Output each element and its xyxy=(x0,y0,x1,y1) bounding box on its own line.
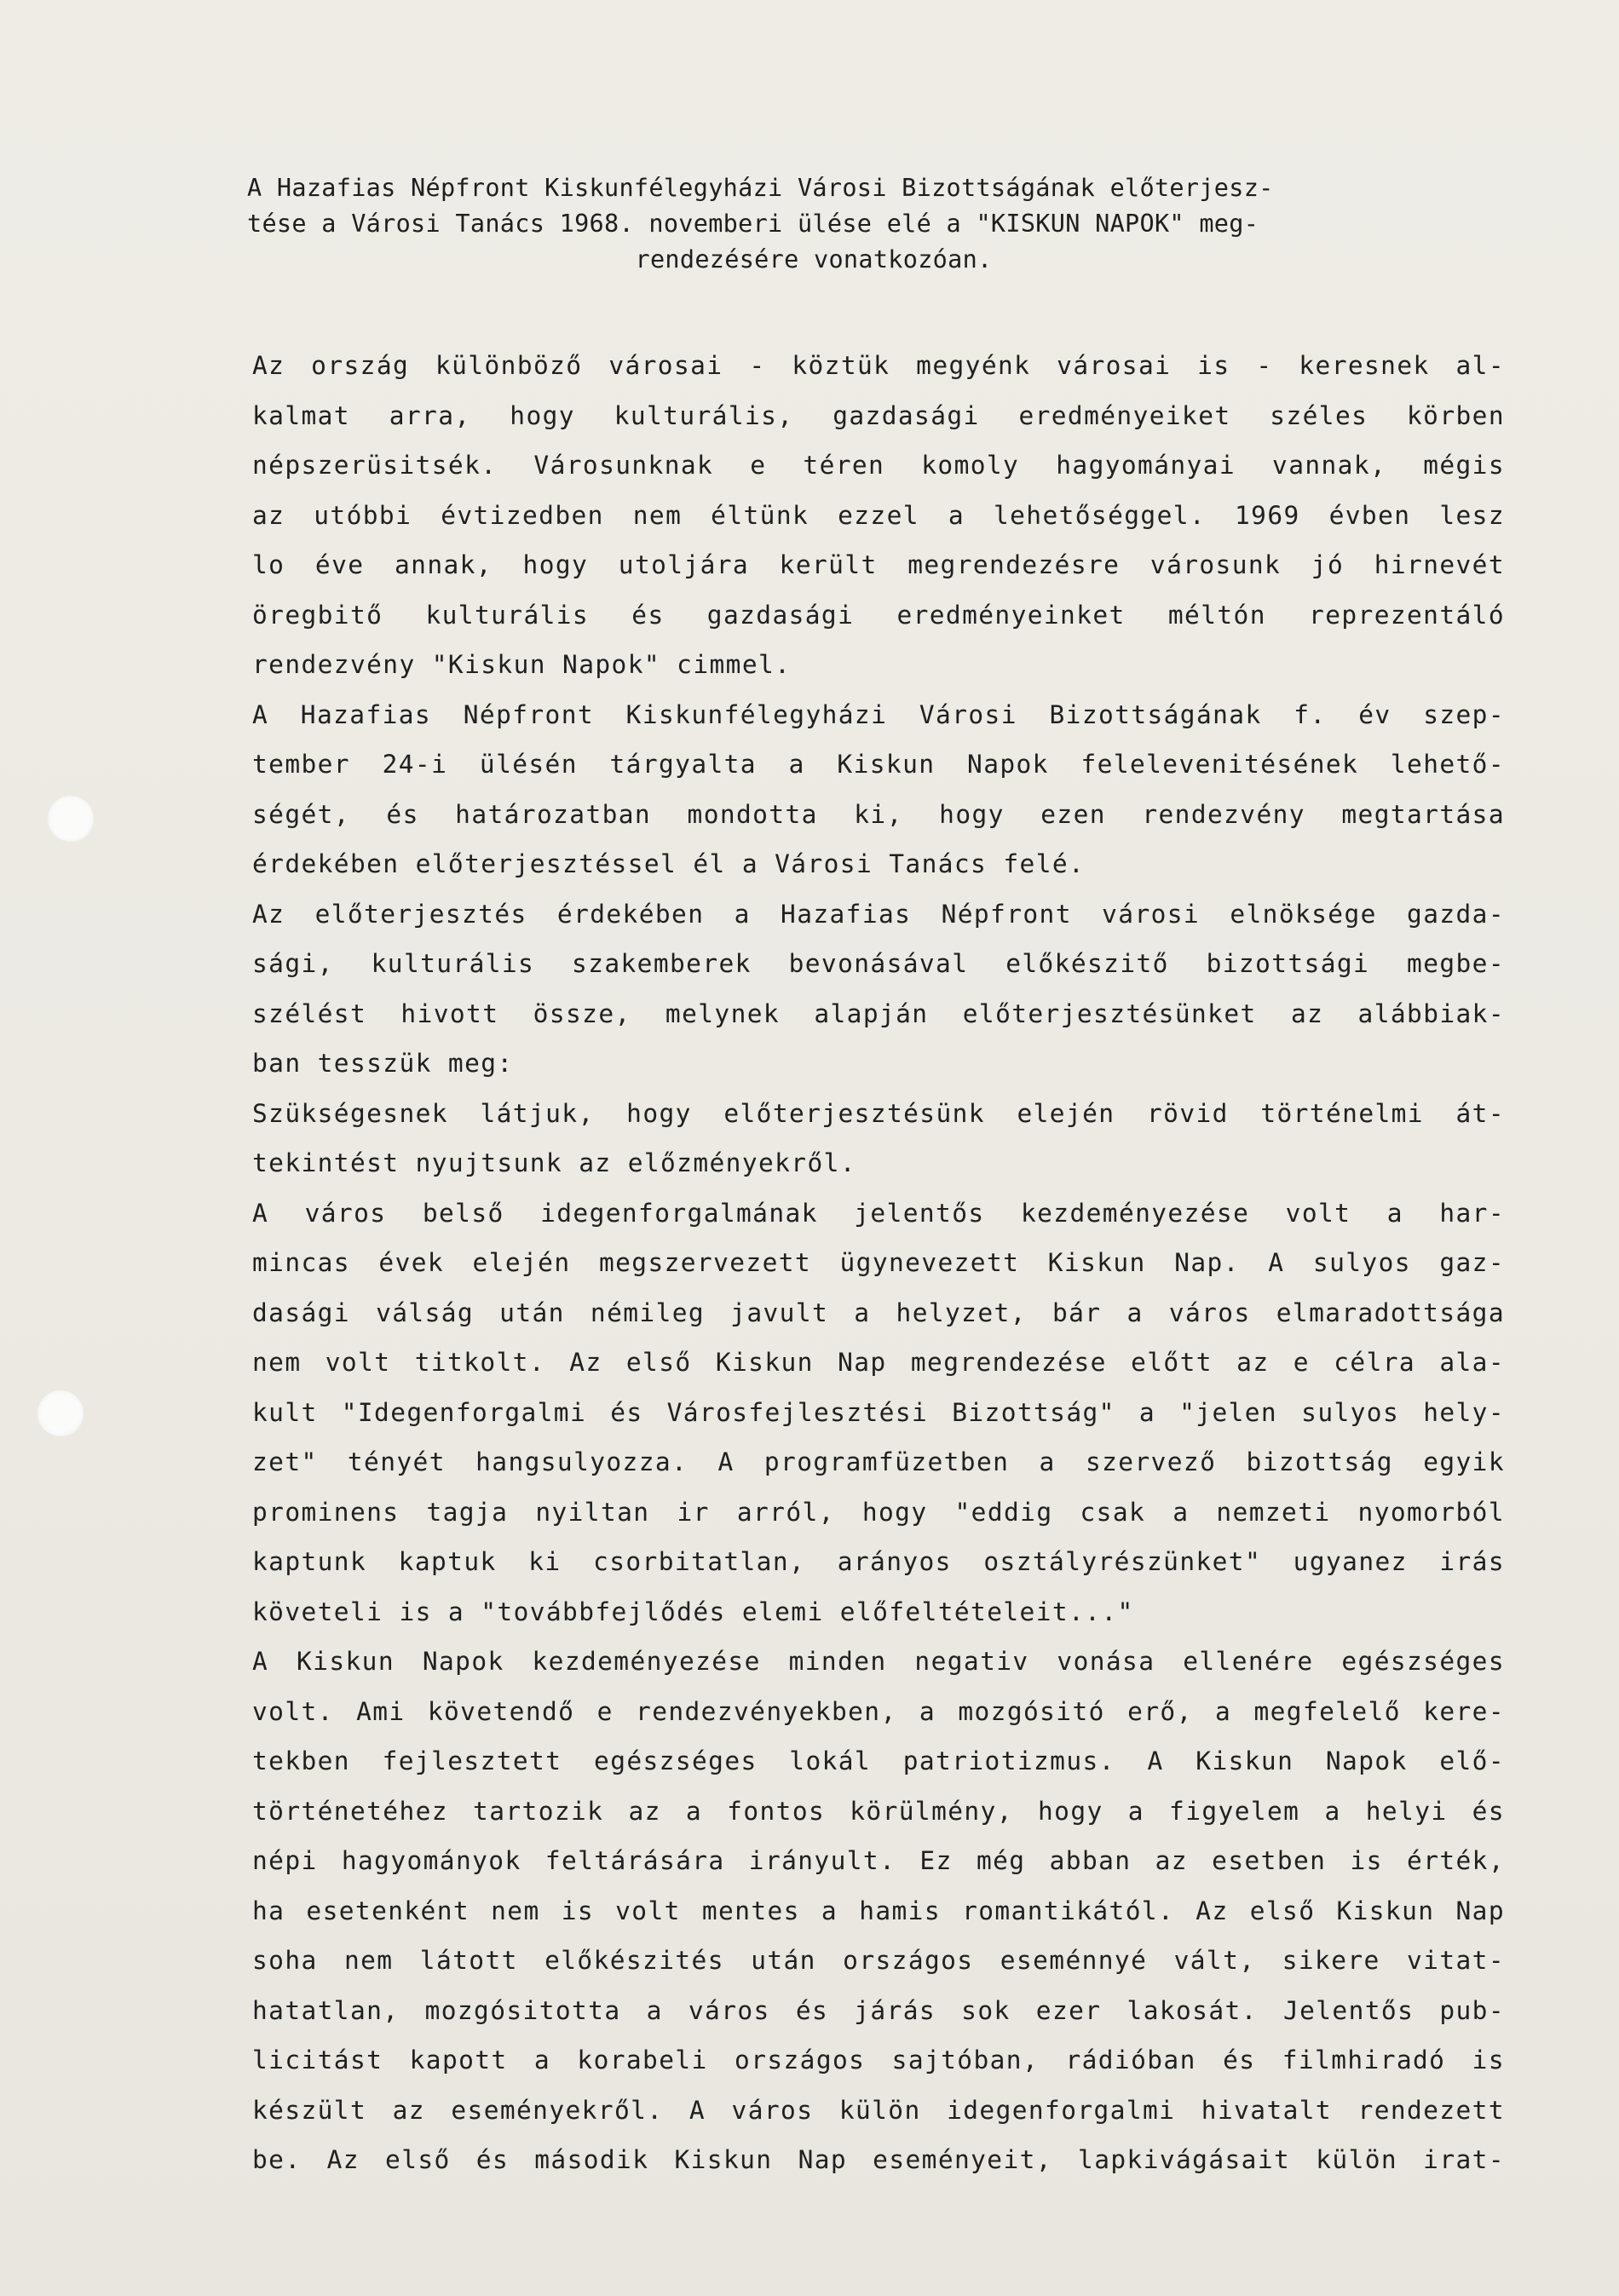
document-body xyxy=(252,341,1505,2185)
text-line: történetéhez tartozik az a fontos körülmény, hogy a figyelem a helyi és xyxy=(252,1796,1505,1826)
text-line: szélést hivott össze, melynek alapján előterjesztésünket az alábbiak- xyxy=(252,998,1505,1028)
text-line: Szükségesnek látjuk, hogy előterjesztésünk elején rövid történelmi át- xyxy=(252,1098,1505,1128)
text-line: rendezvény "Kiskun Napok" cimmel. xyxy=(252,650,792,679)
text-line: zet" tényét hangsulyozza. A programfüzetben a szervező bizottság egyik xyxy=(252,1447,1505,1476)
text-line: licitást kapott a korabeli országos sajtóban, rádióban és filmhiradó is xyxy=(252,2046,1505,2074)
text-line: ban tesszük meg: xyxy=(252,1049,514,1078)
text-line: Az ország különböző városai - köztük megyénk városai is - keresnek al- xyxy=(252,351,1505,380)
paragraph-5 xyxy=(252,1188,1505,1637)
heading-line: A Hazafias Népfront Kiskunfélegyházi Városi Bizottságának előterjesz- xyxy=(247,174,1274,202)
text-line: öregbitő kulturális és gazdasági eredményeinket méltón reprezentáló xyxy=(252,600,1505,630)
text-line: ha esetenként nem is volt mentes a hamis romantikától. Az első Kiskun Nap xyxy=(252,1896,1505,1925)
text-line: készült az eseményekről. A város külön idegenforgalmi hivatalt rendezett xyxy=(252,2095,1505,2125)
text-line: kalmat arra, hogy kulturális, gazdasági eredményeiket széles körben xyxy=(252,400,1505,430)
text-line: ségét, és határozatban mondotta ki, hogy ezen rendezvény megtartása xyxy=(252,799,1505,829)
text-line: A Kiskun Napok kezdeményezése minden negativ vonása ellenére egészséges xyxy=(252,1647,1505,1676)
text-line: soha nem látott előkészités után országos eseménnyé vált, sikere vitat- xyxy=(252,1946,1505,1975)
text-line: az utóbbi évtizedben nem éltünk ezzel a lehetőséggel. 1969 évben lesz xyxy=(252,500,1505,530)
text-line: kaptunk kaptuk ki csorbitatlan, arányos osztályrészünket" ugyanez irás xyxy=(252,1547,1505,1576)
paragraph-3 xyxy=(252,889,1505,1089)
text-line: érdekében előterjesztéssel él a Városi Tanács felé. xyxy=(252,849,1086,878)
text-line: követeli is a "továbbfejlődés elemi előfeltételeit..." xyxy=(252,1597,1134,1626)
text-line: be. Az első és második Kiskun Nap eseményeit, lapkivágásait külön irat- xyxy=(252,2145,1505,2174)
paragraph-1 xyxy=(252,341,1505,690)
text-line: nem volt titkolt. Az első Kiskun Nap megrendezése előtt az e célra ala- xyxy=(252,1348,1505,1377)
text-line: Az előterjesztés érdekében a Hazafias Népfront városi elnöksége gazda- xyxy=(252,899,1505,929)
text-line: népszerüsitsék. Városunknak e téren komoly hagyományai vannak, mégis xyxy=(252,451,1505,480)
text-line: lo éve annak, hogy utoljára került megrendezésre városunk jó hirnevét xyxy=(252,550,1505,579)
text-line: tember 24-i ülésén tárgyalta a Kiskun Napok felelevenitésének lehető- xyxy=(252,750,1505,779)
text-line: népi hagyományok feltárására irányult. Ez még abban az esetben is érték, xyxy=(252,1846,1505,1875)
text-line: hatatlan, mozgósitotta a város és járás sok ezer lakosát. Jelentős pub- xyxy=(252,1995,1505,2025)
punch-hole-top xyxy=(48,796,94,842)
text-line: A Hazafias Népfront Kiskunfélegyházi Városi Bizottságának f. év szep- xyxy=(252,699,1505,729)
text-line: tekben fejlesztett egészséges lokál patriotizmus. A Kiskun Napok elő- xyxy=(252,1746,1505,1775)
heading-line: tése a Városi Tanács 1968. novemberi ülése elé a "KISKUN NAPOK" meg- xyxy=(247,210,1259,238)
paragraph-6 xyxy=(252,1637,1505,2185)
text-line: mincas évek elején megszervezett ügynevezett Kiskun Nap. A sulyos gaz- xyxy=(252,1248,1505,1277)
text-line: tekintést nyujtsunk az előzményekről. xyxy=(252,1148,856,1177)
punch-hole-bottom xyxy=(37,1390,84,1436)
text-line: volt. Ami követendő e rendezvényekben, a mozgósitó erő, a megfelelő kere- xyxy=(252,1696,1505,1726)
text-line: prominens tagja nyiltan ir arról, hogy "eddig csak a nemzeti nyomorból xyxy=(252,1497,1505,1527)
paragraph-4 xyxy=(252,1089,1505,1188)
text-line: kult "Idegenforgalmi és Városfejlesztési Bizottság" a "jelen sulyos hely- xyxy=(252,1397,1505,1427)
document-heading xyxy=(247,170,1483,278)
text-line: sági, kulturális szakemberek bevonásával előkészitő bizottsági megbe- xyxy=(252,949,1505,978)
heading-line: rendezésére vonatkozóan. xyxy=(635,245,993,273)
text-line: dasági válság után némileg javult a helyzet, bár a város elmaradottsága xyxy=(252,1298,1505,1327)
paragraph-2 xyxy=(252,690,1505,889)
text-line: A város belső idegenforgalmának jelentős kezdeményezése volt a har- xyxy=(252,1198,1505,1228)
